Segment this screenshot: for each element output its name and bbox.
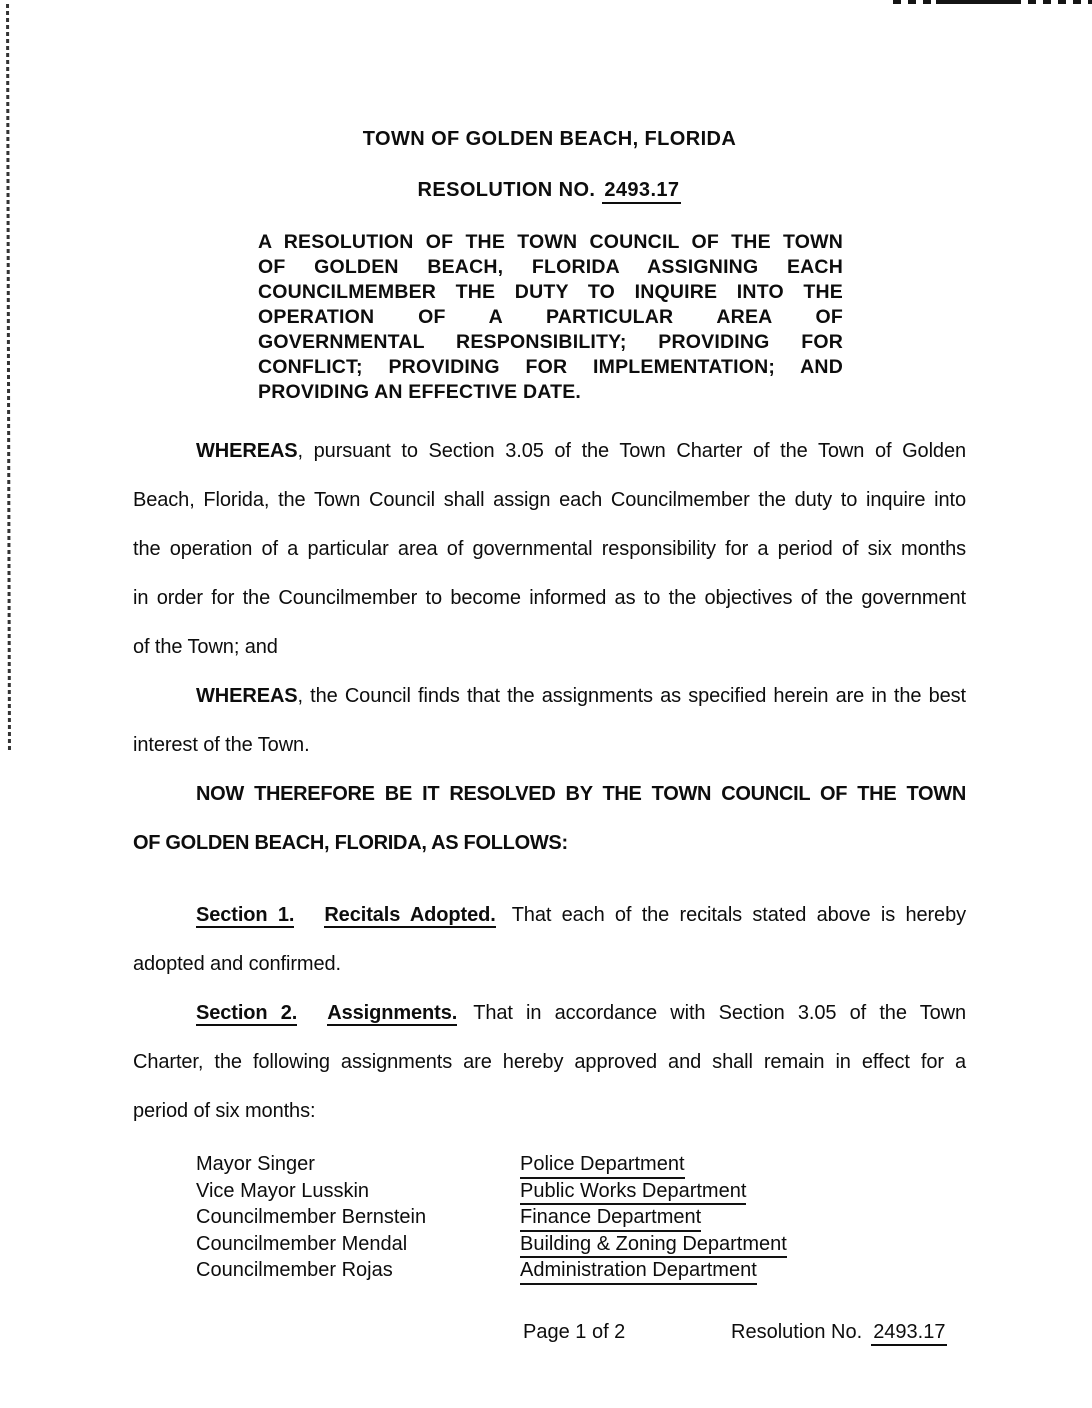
assignment-row [196,1152,966,1179]
assignment-member: Councilmember Rojas [196,1259,393,1281]
assignment-member: Councilmember Bernstein [196,1206,427,1228]
whereas-lead: WHEREAS [196,685,298,707]
section-1-paragraph [133,891,966,989]
recital-1-line: Beach, Florida, the Town Council shall assign each Councilmember the duty to inquire into [133,489,966,511]
recital-2-line: interest of the Town. [133,734,310,756]
assignments-list [196,1152,966,1285]
resolved-clause [133,770,966,868]
footer-resolution-number [731,1320,947,1344]
section-2-line: period of six months: [133,1100,316,1122]
assignment-row [196,1232,966,1259]
document-title: TOWN OF GOLDEN BEACH, FLORIDA [362,128,737,150]
assignment-member: Mayor Singer [196,1153,315,1175]
scan-artifact-left-edge-line [6,4,11,750]
assignment-department: Public Works Department [520,1179,746,1206]
assignment-row [196,1179,966,1206]
summary-line: OPERATION OF A PARTICULAR AREA OF [258,306,843,328]
resolution-number-line [133,178,966,202]
recital-1-line: of the Town; and [133,636,278,658]
resolution-summary-block [258,230,843,405]
document-content [133,0,966,1285]
assignment-department: Administration Department [520,1258,757,1285]
section-2-number: Section 2. [196,1002,298,1024]
assignment-department: Police Department [520,1152,685,1179]
resolution-number: 2493.17 [602,179,681,204]
summary-line: COUNCILMEMBER THE DUTY TO INQUIRE INTO THE [258,281,843,303]
section-2-line: Charter, the following assignments are hereby approved and shall remain in effect for a [133,1051,966,1073]
recital-2-first-line: WHEREAS, the Council finds that the assignments as specified herein are in the best [196,685,966,707]
section-2-first-line: Section 2. Assignments. That in accordance with Section 3.05 of the Town [196,1002,966,1024]
summary-line: CONFLICT; PROVIDING FOR IMPLEMENTATION; AND [258,356,843,378]
whereas-lead: WHEREAS [196,440,298,462]
page-indicator: Page 1 of 2 [523,1321,626,1343]
summary-line: PROVIDING AN EFFECTIVE DATE. [258,381,582,403]
recital-paragraph-1 [133,427,966,672]
section-2-paragraph [133,989,966,1136]
recital-paragraph-2 [133,672,966,770]
section-2-heading: Assignments. [327,1002,458,1024]
summary-line: A RESOLUTION OF THE TOWN COUNCIL OF THE TOWN [258,231,843,253]
assignment-department: Finance Department [520,1205,701,1232]
summary-line: OF GOLDEN BEACH, FLORIDA ASSIGNING EACH [258,256,843,278]
section-1-line: adopted and confirmed. [133,953,341,975]
footer-resolution-label: Resolution No. [731,1321,863,1343]
section-1-first-line: Section 1. Recitals Adopted. That each of the recitals stated above is hereby [196,904,966,926]
assignment-department: Building & Zoning Department [520,1232,787,1259]
resolved-clause-line: NOW THEREFORE BE IT RESOLVED BY THE TOWN COUNCIL OF THE TOWN [196,783,966,805]
recital-1-first-line: WHEREAS, pursuant to Section 3.05 of the Town Charter of the Town of Golden [196,440,966,462]
section-1-number: Section 1. [196,904,295,926]
summary-line: GOVERNMENTAL RESPONSIBILITY; PROVIDING FOR [258,331,843,353]
assignment-member: Vice Mayor Lusskin [196,1179,370,1202]
resolved-clause-line: OF GOLDEN BEACH, FLORIDA, AS FOLLOWS: [133,832,568,854]
recital-1-line: in order for the Councilmember to become informed as to the objectives of the government [133,587,966,609]
section-1-heading: Recitals Adopted. [324,904,496,926]
assignment-row [196,1205,966,1232]
resolution-label: RESOLUTION NO. [417,179,596,201]
assignment-member: Councilmember Mendal [196,1232,408,1255]
assignment-row [196,1258,966,1285]
footer-resolution-value: 2493.17 [871,1321,947,1346]
recital-1-line: the operation of a particular area of governmental responsibility for a period of six months [133,538,966,560]
